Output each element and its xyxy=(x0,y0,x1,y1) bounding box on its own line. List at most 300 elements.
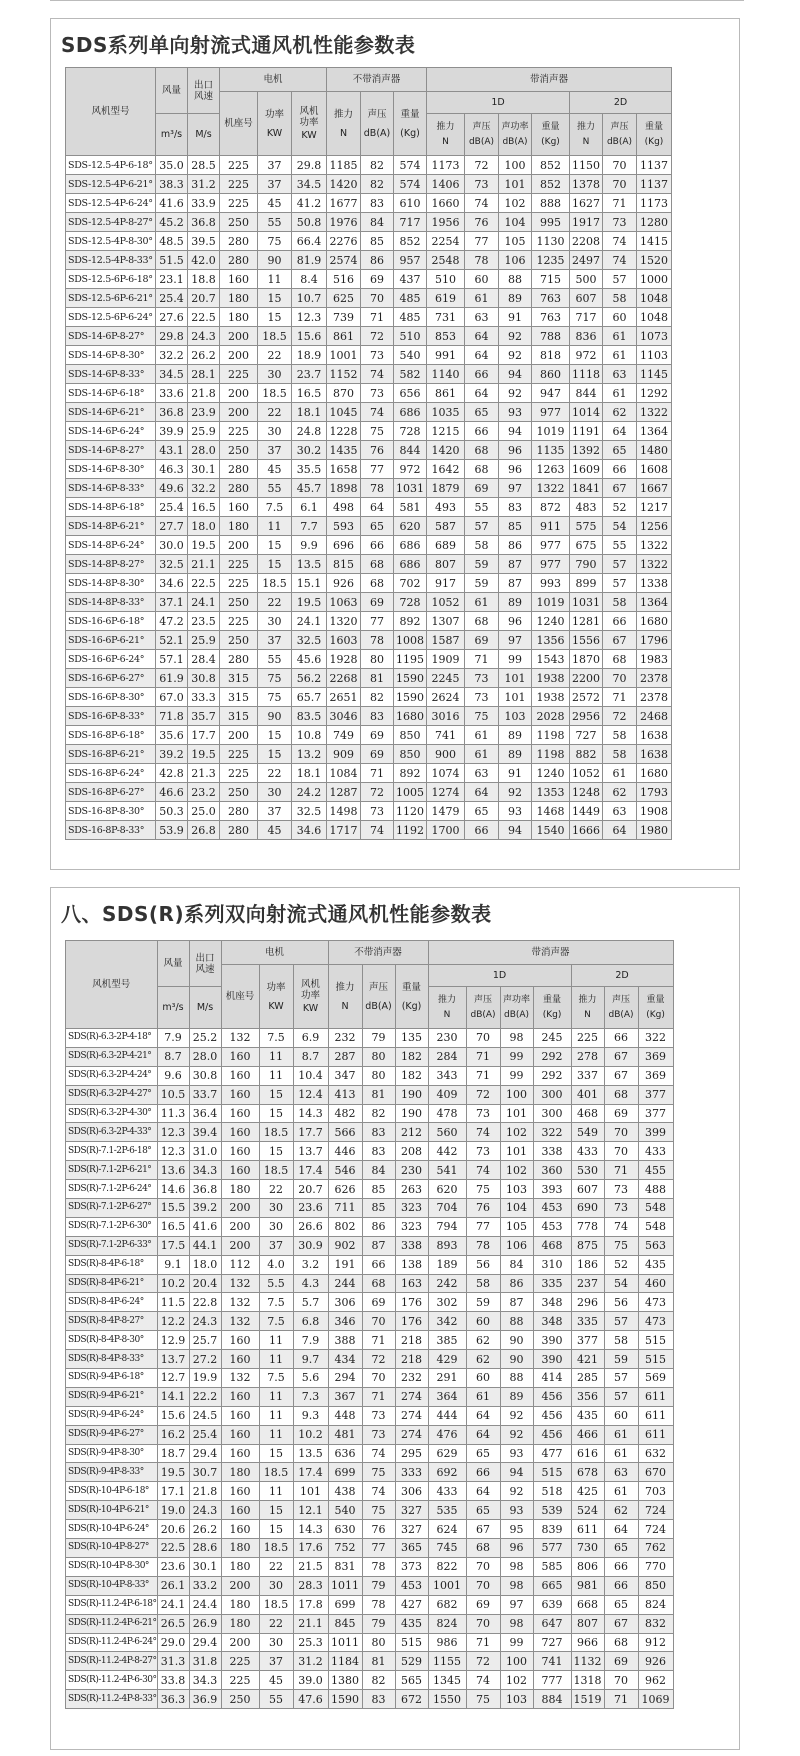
cell-value: 26.2 xyxy=(189,1520,221,1539)
cell-value: 225 xyxy=(220,365,258,384)
cell-value: 105 xyxy=(500,1217,533,1236)
cell-value: 875 xyxy=(571,1236,604,1255)
cell-value: 87 xyxy=(499,555,532,574)
cell-value: 29.8 xyxy=(292,156,327,175)
cell-value: 76 xyxy=(361,441,394,460)
table-row xyxy=(66,1255,674,1274)
cell-value: 61 xyxy=(465,726,499,745)
cell-value: 57 xyxy=(603,270,637,289)
cell-value: 96 xyxy=(499,612,532,631)
cell-value: 473 xyxy=(638,1293,673,1312)
cell-value: 632 xyxy=(638,1444,673,1463)
cell-value: 433 xyxy=(571,1142,604,1161)
cell-value: 244 xyxy=(328,1274,362,1293)
cell-value: 563 xyxy=(638,1236,673,1255)
cell-value: 5.5 xyxy=(259,1274,293,1293)
cell-value: 75 xyxy=(466,1690,500,1709)
cell-value: 66 xyxy=(466,1463,500,1482)
cell-value: 788 xyxy=(532,327,570,346)
cell-value: 1318 xyxy=(571,1671,604,1690)
cell-value: 54 xyxy=(604,1274,638,1293)
cell-value: 176 xyxy=(395,1312,428,1331)
cell-value: 99 xyxy=(499,650,532,669)
cell-value: 670 xyxy=(638,1463,673,1482)
cell-value: 1796 xyxy=(637,631,672,650)
cell-value: 59 xyxy=(465,574,499,593)
cell-value: 453 xyxy=(395,1576,428,1595)
cell-value: 2268 xyxy=(327,669,361,688)
cell-value: 30 xyxy=(258,783,292,802)
cell-value: 71 xyxy=(465,650,499,669)
cell-value: 33.2 xyxy=(189,1576,221,1595)
cell-value: 1228 xyxy=(327,422,361,441)
cell-value: 74 xyxy=(466,1671,500,1690)
cell-value: 73 xyxy=(466,1142,500,1161)
cell-value: 477 xyxy=(533,1444,571,1463)
cell-value: 61 xyxy=(465,593,499,612)
cell-model: SDS(R)-9-4P-8-33° xyxy=(66,1463,158,1482)
cell-value: 32.5 xyxy=(156,555,188,574)
cell-value: 59 xyxy=(604,1350,638,1369)
cell-model: SDS-14-8P-8-27° xyxy=(66,555,156,574)
table-row xyxy=(66,1142,674,1161)
table-row xyxy=(66,1387,674,1406)
group-header-no-silencer: 不带消声器 xyxy=(327,68,427,92)
cell-value: 456 xyxy=(533,1387,571,1406)
cell-value: 45.6 xyxy=(292,650,327,669)
cell-value: 37.1 xyxy=(156,593,188,612)
cell-value: 71 xyxy=(604,1161,638,1180)
cell-value: 770 xyxy=(638,1557,673,1576)
cell-value: 68 xyxy=(604,1633,638,1652)
table-row xyxy=(66,270,672,289)
cell-value: 97 xyxy=(499,479,532,498)
cell-value: 34.6 xyxy=(292,821,327,840)
cell-value: 2245 xyxy=(427,669,465,688)
cell-value: 11 xyxy=(259,1331,293,1350)
cell-value: 29.8 xyxy=(156,327,188,346)
cell-value: 93 xyxy=(499,403,532,422)
cell-value: 93 xyxy=(500,1501,533,1520)
table-row xyxy=(66,251,672,270)
cell-value: 15 xyxy=(258,536,292,555)
cell-value: 1198 xyxy=(532,726,570,745)
cell-value: 42.0 xyxy=(188,251,220,270)
cell-value: 26.1 xyxy=(157,1576,189,1595)
cell-value: 60 xyxy=(603,308,637,327)
col-header-2d-sound: 声压 dB(A) xyxy=(603,114,637,156)
cell-value: 6.8 xyxy=(293,1312,328,1331)
cell-value: 620 xyxy=(394,517,427,536)
cell-value: 1135 xyxy=(532,441,570,460)
cell-value: 41.6 xyxy=(156,194,188,213)
cell-model: SDS(R)-9-4P-6-21° xyxy=(66,1387,158,1406)
cell-value: 1008 xyxy=(394,631,427,650)
cell-value: 46.6 xyxy=(156,783,188,802)
cell-value: 1280 xyxy=(637,213,672,232)
cell-value: 35.6 xyxy=(156,726,188,745)
cell-value: 160 xyxy=(221,1047,259,1066)
cell-value: 39.4 xyxy=(189,1123,221,1142)
cell-value: 342 xyxy=(428,1312,466,1331)
cell-value: 30.9 xyxy=(293,1236,328,1255)
col-header-1d-weight: 重量 (Kg) xyxy=(533,987,571,1029)
cell-value: 53.9 xyxy=(156,821,188,840)
cell-value: 57 xyxy=(603,555,637,574)
cell-value: 437 xyxy=(394,270,427,289)
cell-value: 103 xyxy=(500,1180,533,1199)
cell-value: 66 xyxy=(465,365,499,384)
cell-value: 1137 xyxy=(637,156,672,175)
cell-value: 62 xyxy=(603,403,637,422)
cell-value: 88 xyxy=(500,1369,533,1388)
cell-value: 71 xyxy=(361,308,394,327)
cell-value: 12.3 xyxy=(292,308,327,327)
cell-value: 1000 xyxy=(637,270,672,289)
cell-value: 22 xyxy=(258,764,292,783)
col-header-speed: 出口风速 xyxy=(189,941,221,987)
cell-value: 280 xyxy=(220,802,258,821)
cell-value: 20.7 xyxy=(293,1180,328,1199)
cell-value: 32.5 xyxy=(292,802,327,821)
table-row xyxy=(66,555,672,574)
cell-value: 322 xyxy=(533,1123,571,1142)
cell-value: 1638 xyxy=(637,726,672,745)
cell-value: 55 xyxy=(258,650,292,669)
cell-value: 45.7 xyxy=(292,479,327,498)
cell-value: 7.3 xyxy=(293,1387,328,1406)
cell-value: 61 xyxy=(604,1482,638,1501)
cell-value: 86 xyxy=(361,251,394,270)
cell-value: 19.5 xyxy=(292,593,327,612)
cell-model: SDS(R)-10-4P-6-21° xyxy=(66,1501,158,1520)
cell-value: 20.4 xyxy=(189,1274,221,1293)
cell-value: 81 xyxy=(362,1652,395,1671)
cell-value: 524 xyxy=(571,1501,604,1520)
cell-value: 78 xyxy=(361,479,394,498)
cell-value: 68 xyxy=(603,650,637,669)
cell-value: 160 xyxy=(221,1085,259,1104)
cell-model: SDS-12.5-4P-8-30° xyxy=(66,232,156,251)
table-row xyxy=(66,1312,674,1331)
cell-value: 41.6 xyxy=(189,1217,221,1236)
cell-value: 250 xyxy=(220,213,258,232)
col-header-thrust: 推力 N xyxy=(328,965,362,1029)
table-row xyxy=(66,175,672,194)
cell-value: 160 xyxy=(221,1350,259,1369)
cell-value: 9.3 xyxy=(293,1406,328,1425)
cell-value: 69 xyxy=(361,745,394,764)
cell-value: 87 xyxy=(362,1236,395,1255)
cell-value: 102 xyxy=(500,1123,533,1142)
cell-value: 1519 xyxy=(571,1690,604,1709)
cell-value: 453 xyxy=(533,1217,571,1236)
cell-value: 1406 xyxy=(427,175,465,194)
cell-value: 29.0 xyxy=(157,1633,189,1652)
cell-value: 335 xyxy=(533,1274,571,1293)
cell-value: 13.7 xyxy=(157,1350,189,1369)
cell-value: 200 xyxy=(221,1199,259,1218)
cell-value: 790 xyxy=(570,555,603,574)
cell-value: 625 xyxy=(327,289,361,308)
col-header-speed-unit: M/s xyxy=(189,987,221,1029)
table-row xyxy=(66,1482,674,1501)
cell-value: 212 xyxy=(395,1123,428,1142)
cell-value: 189 xyxy=(428,1255,466,1274)
table-body xyxy=(66,156,672,840)
cell-value: 20.7 xyxy=(188,289,220,308)
cell-value: 66 xyxy=(604,1576,638,1595)
cell-value: 45 xyxy=(258,821,292,840)
cell-value: 102 xyxy=(500,1671,533,1690)
subgroup-header-1d: 1D xyxy=(427,92,570,114)
cell-value: 728 xyxy=(394,422,427,441)
cell-value: 18.5 xyxy=(259,1161,293,1180)
table-row xyxy=(66,1614,674,1633)
cell-model: SDS(R)-7.1-2P-6-18° xyxy=(66,1142,158,1161)
cell-value: 17.8 xyxy=(293,1595,328,1614)
cell-value: 232 xyxy=(328,1029,362,1048)
cell-value: 446 xyxy=(328,1142,362,1161)
cell-value: 1928 xyxy=(327,650,361,669)
cell-value: 208 xyxy=(395,1142,428,1161)
cell-value: 61 xyxy=(603,346,637,365)
cell-value: 74 xyxy=(361,403,394,422)
cell-model: SDS(R)-6.3-2P-4-30° xyxy=(66,1104,158,1123)
cell-value: 717 xyxy=(570,308,603,327)
cell-value: 22 xyxy=(259,1180,293,1199)
cell-value: 85 xyxy=(361,232,394,251)
cell-value: 65 xyxy=(466,1501,500,1520)
cell-value: 250 xyxy=(221,1690,259,1709)
table-row xyxy=(66,688,672,707)
cell-value: 58 xyxy=(465,536,499,555)
cell-value: 106 xyxy=(499,251,532,270)
cell-value: 85 xyxy=(362,1180,395,1199)
cell-value: 68 xyxy=(466,1539,500,1558)
cell-value: 515 xyxy=(638,1331,673,1350)
cell-value: 516 xyxy=(327,270,361,289)
cell-value: 63 xyxy=(465,764,499,783)
cell-value: 1938 xyxy=(532,669,570,688)
cell-model: SDS-14-8P-6-18° xyxy=(66,498,156,517)
cell-value: 870 xyxy=(327,384,361,403)
cell-value: 70 xyxy=(466,1557,500,1576)
cell-value: 33.7 xyxy=(189,1085,221,1104)
cell-value: 322 xyxy=(638,1029,673,1048)
cell-value: 36.8 xyxy=(189,1180,221,1199)
cell-value: 2468 xyxy=(637,707,672,726)
cell-value: 57 xyxy=(465,517,499,536)
cell-value: 22 xyxy=(259,1557,293,1576)
cell-value: 23.6 xyxy=(157,1557,189,1576)
cell-value: 2028 xyxy=(532,707,570,726)
cell-value: 22.2 xyxy=(189,1387,221,1406)
cell-value: 79 xyxy=(362,1576,395,1595)
cell-value: 66 xyxy=(361,536,394,555)
cell-value: 65 xyxy=(465,403,499,422)
cell-value: 1019 xyxy=(532,422,570,441)
cell-value: 49.6 xyxy=(156,479,188,498)
cell-value: 295 xyxy=(395,1444,428,1463)
cell-value: 587 xyxy=(427,517,465,536)
cell-value: 1898 xyxy=(327,479,361,498)
cell-value: 44.1 xyxy=(189,1236,221,1255)
cell-model: SDS(R)-11.2-4P-6-18° xyxy=(66,1595,158,1614)
cell-value: 17.6 xyxy=(293,1539,328,1558)
cell-value: 1132 xyxy=(571,1652,604,1671)
cell-value: 88 xyxy=(500,1312,533,1331)
cell-value: 15 xyxy=(258,289,292,308)
cell-value: 24.1 xyxy=(188,593,220,612)
cell-value: 22 xyxy=(258,593,292,612)
cell-value: 1420 xyxy=(327,175,361,194)
cell-value: 15 xyxy=(258,745,292,764)
cell-value: 692 xyxy=(428,1463,466,1482)
cell-value: 1263 xyxy=(532,460,570,479)
cell-value: 31.3 xyxy=(157,1652,189,1671)
cell-model: SDS-16-8P-6-27° xyxy=(66,783,156,802)
cell-value: 1019 xyxy=(532,593,570,612)
cell-value: 52 xyxy=(604,1255,638,1274)
cell-value: 1717 xyxy=(327,821,361,840)
cell-value: 11 xyxy=(258,517,292,536)
cell-value: 294 xyxy=(328,1369,362,1388)
cell-value: 893 xyxy=(428,1236,466,1255)
cell-value: 686 xyxy=(394,536,427,555)
cell-value: 160 xyxy=(221,1406,259,1425)
cell-value: 1240 xyxy=(532,764,570,783)
cell-value: 1364 xyxy=(637,593,672,612)
cell-value: 61.9 xyxy=(156,669,188,688)
cell-value: 14.3 xyxy=(293,1520,328,1539)
cell-value: 611 xyxy=(638,1425,673,1444)
cell-value: 836 xyxy=(570,327,603,346)
col-header-power: 功率 KW xyxy=(259,965,293,1029)
cell-value: 853 xyxy=(427,327,465,346)
cell-value: 1215 xyxy=(427,422,465,441)
cell-value: 190 xyxy=(395,1104,428,1123)
cell-value: 1841 xyxy=(570,479,603,498)
cell-value: 861 xyxy=(327,327,361,346)
cell-value: 2572 xyxy=(570,688,603,707)
cell-value: 45 xyxy=(258,460,292,479)
cell-value: 35.5 xyxy=(292,460,327,479)
cell-model: SDS-12.5-6P-6-21° xyxy=(66,289,156,308)
cell-value: 668 xyxy=(571,1595,604,1614)
cell-value: 1543 xyxy=(532,650,570,669)
cell-model: SDS-14-6P-6-21° xyxy=(66,403,156,422)
cell-value: 160 xyxy=(221,1104,259,1123)
table-row xyxy=(66,821,672,840)
cell-value: 315 xyxy=(220,669,258,688)
cell-value: 548 xyxy=(638,1199,673,1218)
cell-value: 69 xyxy=(466,1595,500,1614)
cell-model: SDS(R)-10-4P-6-18° xyxy=(66,1482,158,1501)
cell-value: 500 xyxy=(570,270,603,289)
cell-model: SDS(R)-6.3-2P-4-21° xyxy=(66,1047,158,1066)
cell-value: 421 xyxy=(571,1350,604,1369)
cell-value: 65.7 xyxy=(292,688,327,707)
cell-value: 626 xyxy=(328,1180,362,1199)
cell-value: 31.8 xyxy=(189,1652,221,1671)
cell-value: 291 xyxy=(428,1369,466,1388)
cell-value: 1870 xyxy=(570,650,603,669)
cell-value: 6.1 xyxy=(292,498,327,517)
cell-value: 83 xyxy=(361,194,394,213)
cell-value: 16.5 xyxy=(188,498,220,517)
cell-value: 1069 xyxy=(638,1690,673,1709)
cell-model: SDS(R)-9-4P-8-30° xyxy=(66,1444,158,1463)
cell-value: 25.0 xyxy=(188,802,220,821)
cell-model: SDS(R)-9-4P-6-27° xyxy=(66,1425,158,1444)
cell-value: 560 xyxy=(428,1123,466,1142)
cell-value: 1235 xyxy=(532,251,570,270)
cell-value: 103 xyxy=(500,1690,533,1709)
cell-value: 300 xyxy=(533,1104,571,1123)
cell-value: 61 xyxy=(465,745,499,764)
cell-value: 1048 xyxy=(637,308,672,327)
col-header-speed-unit: M/s xyxy=(188,114,220,156)
cell-value: 98 xyxy=(500,1576,533,1595)
cell-value: 1356 xyxy=(532,631,570,650)
cell-value: 1103 xyxy=(637,346,672,365)
cell-value: 61 xyxy=(603,327,637,346)
cell-value: 347 xyxy=(328,1066,362,1085)
cell-value: 442 xyxy=(428,1142,466,1161)
cell-model: SDS-14-6P-8-30° xyxy=(66,460,156,479)
cell-value: 807 xyxy=(427,555,465,574)
cell-value: 1052 xyxy=(570,764,603,783)
cell-value: 84 xyxy=(361,213,394,232)
cell-value: 8.7 xyxy=(157,1047,189,1066)
cell-value: 845 xyxy=(328,1614,362,1633)
cell-value: 575 xyxy=(570,517,603,536)
cell-value: 101 xyxy=(499,688,532,707)
cell-value: 18.0 xyxy=(189,1255,221,1274)
cell-model: SDS(R)-11.2-4P-6-24° xyxy=(66,1633,158,1652)
cell-value: 17.1 xyxy=(157,1482,189,1501)
cell-value: 160 xyxy=(221,1425,259,1444)
cell-value: 1638 xyxy=(637,745,672,764)
cell-value: 2378 xyxy=(637,688,672,707)
cell-value: 75 xyxy=(465,707,499,726)
cell-value: 32.5 xyxy=(292,631,327,650)
cell-value: 1908 xyxy=(637,802,672,821)
table-row xyxy=(66,536,672,555)
cell-value: 1590 xyxy=(394,688,427,707)
cell-value: 71 xyxy=(466,1633,500,1652)
cell-value: 1184 xyxy=(328,1652,362,1671)
cell-model: SDS-14-6P-8-27° xyxy=(66,327,156,346)
cell-value: 1976 xyxy=(327,213,361,232)
cell-value: 60 xyxy=(465,270,499,289)
cell-value: 2497 xyxy=(570,251,603,270)
cell-value: 15.5 xyxy=(157,1199,189,1218)
cell-value: 7.9 xyxy=(293,1331,328,1350)
cell-model: SDS(R)-10-4P-8-33° xyxy=(66,1576,158,1595)
cell-value: 582 xyxy=(394,365,427,384)
cell-value: 86 xyxy=(500,1274,533,1293)
cell-value: 30 xyxy=(259,1199,293,1218)
cell-value: 1155 xyxy=(428,1652,466,1671)
cell-value: 1292 xyxy=(637,384,672,403)
cell-value: 69 xyxy=(361,270,394,289)
cell-value: 1587 xyxy=(427,631,465,650)
cell-value: 92 xyxy=(499,346,532,365)
cell-value: 11 xyxy=(259,1406,293,1425)
cell-value: 912 xyxy=(638,1633,673,1652)
